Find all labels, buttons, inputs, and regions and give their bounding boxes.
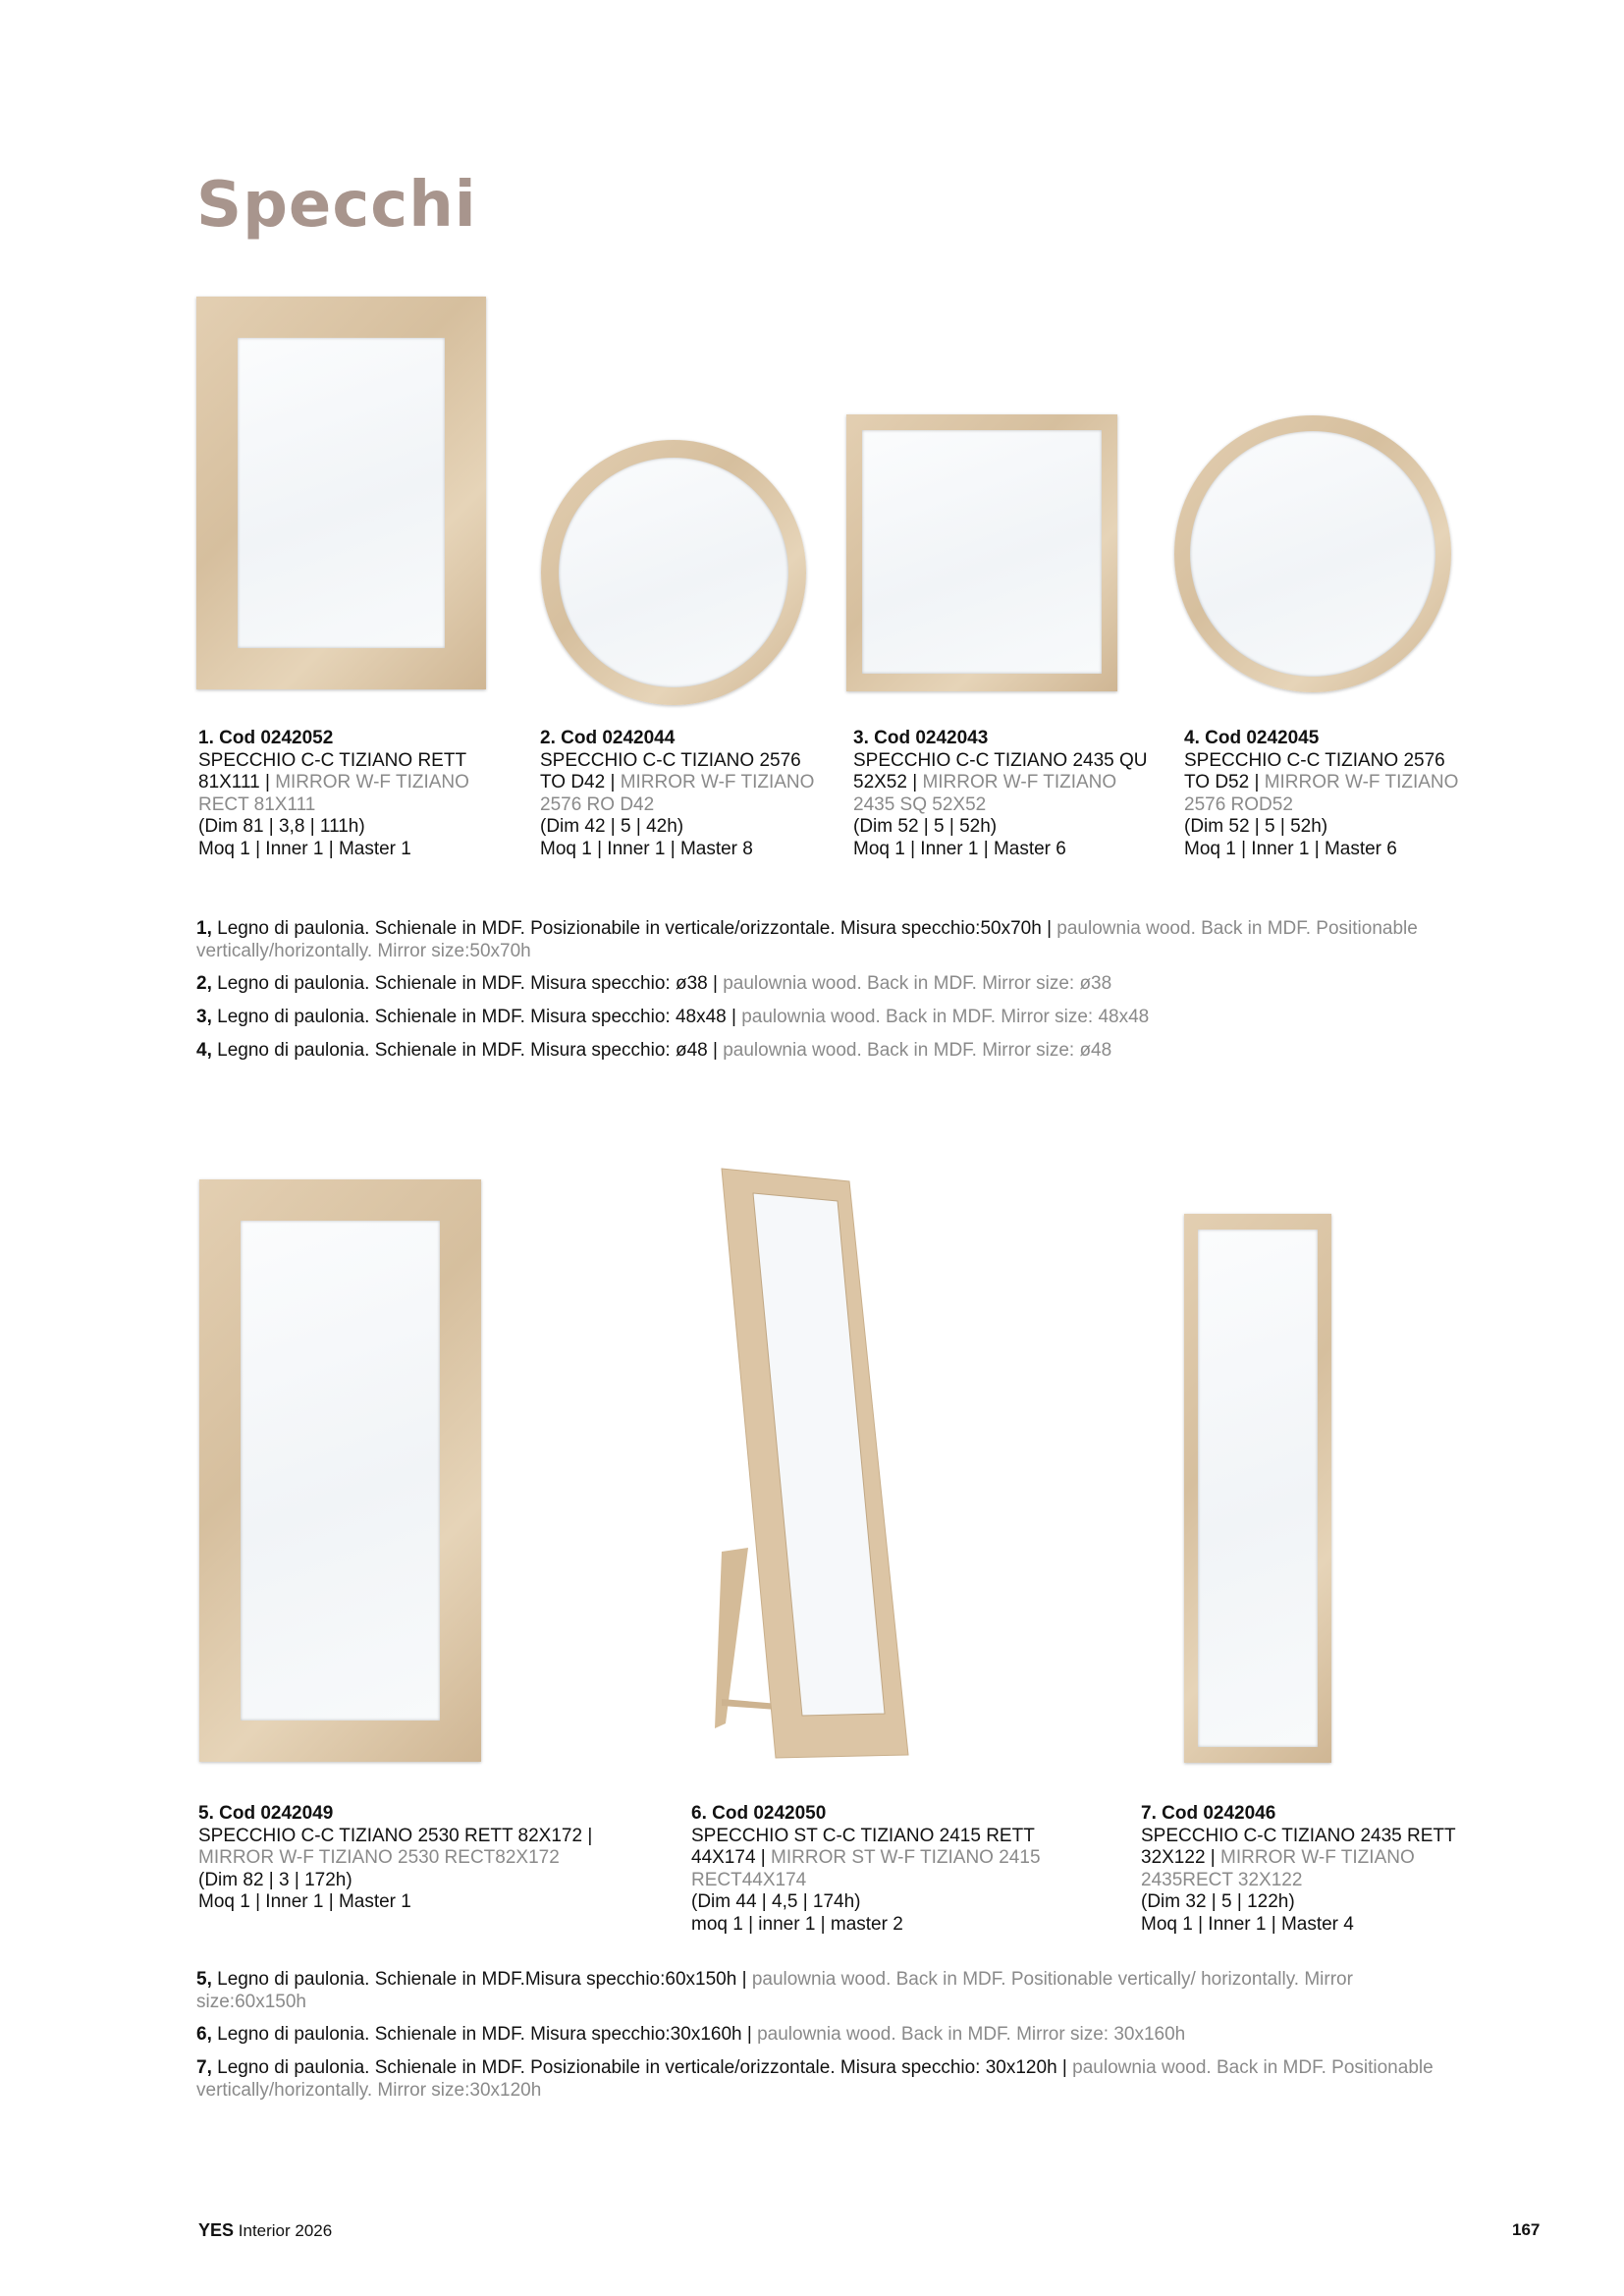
product-name-en: MIRROR ST W-F TIZIANO 2415 RECT44X174 — [691, 1847, 1041, 1890]
product-code: 6. Cod 0242050 — [691, 1803, 827, 1824]
product-dimensions: (Dim 32 | 5 | 122h) — [1141, 1891, 1295, 1912]
product-name-it: SPECCHIO C-C TIZIANO 2435 QU 52X52 — [853, 749, 1148, 793]
description-1: 1, Legno di paulonia. Schienale in MDF. Posizionabile in verticale/orizzontale. Misura specchio:50x70h | paulownia wood. Back in MDF. Positionable vertically/horizontally. Mirror size:50x70h — [196, 918, 1418, 961]
product-dimensions: (Dim 52 | 5 | 52h) — [853, 816, 998, 837]
description-3: 3, Legno di paulonia. Schienale in MDF. Misura specchio: 48x48 | paulownia wood. Back in MDF. Mirror size: 48x48 — [196, 1007, 1150, 1027]
product-name-it: SPECCHIO C-C TIZIANO 2576 TO D52 — [1184, 749, 1445, 793]
product-info-7: 7. Cod 0242046 SPECCHIO C-C TIZIANO 2435 RETT 32X122 | MIRROR W-F TIZIANO 2435RECT 32X122 (Dim 32 | 5 | 122h) Moq 1 | Inner 1 | Master 4 — [1141, 1803, 1485, 1936]
product-name-it: SPECCHIO C-C TIZIANO 2576 TO D42 — [540, 749, 801, 793]
product-dimensions: (Dim 44 | 4,5 | 174h) — [691, 1891, 861, 1912]
product-code: 1. Cod 0242052 — [198, 728, 334, 748]
product-dimensions: (Dim 82 | 3 | 172h) — [198, 1869, 352, 1890]
description-4: 4, Legno di paulonia. Schienale in MDF. Misura specchio: ø48 | paulownia wood. Back in MDF. Mirror size: ø48 — [196, 1040, 1112, 1061]
mirror-image-2 — [541, 440, 806, 705]
product-packaging: Moq 1 | Inner 1 | Master 8 — [540, 838, 753, 859]
product-code: 5. Cod 0242049 — [198, 1803, 334, 1824]
product-name-en: MIRROR W-F TIZIANO 2576 RO D42 — [540, 772, 815, 815]
product-packaging: Moq 1 | Inner 1 | Master 6 — [853, 838, 1066, 859]
description-7: 7, Legno di paulonia. Schienale in MDF. Posizionabile in verticale/orizzontale. Misura specchio: 30x120h | paulownia wood. Back in MDF. Positionable vertically/horizontally. Mirror size:30x120h — [196, 2057, 1434, 2101]
description-2: 2, Legno di paulonia. Schienale in MDF. Misura specchio: ø38 | paulownia wood. Back in MDF. Mirror size: ø38 — [196, 973, 1112, 994]
brand-logo: YES — [198, 2220, 235, 2240]
product-info-4: 4. Cod 0242045 SPECCHIO C-C TIZIANO 2576 TO D52 | MIRROR W-F TIZIANO 2576 ROD52 (Dim 52 | 5 | 52h) Moq 1 | Inner 1 | Master 6 — [1184, 728, 1469, 860]
product-info-2: 2. Cod 0242044 SPECCHIO C-C TIZIANO 2576 TO D42 | MIRROR W-F TIZIANO 2576 RO D42 (Dim 42 | 5 | 42h) Moq 1 | Inner 1 | Master 8 — [540, 728, 825, 860]
product-packaging: Moq 1 | Inner 1 | Master 1 — [198, 1891, 411, 1912]
mirror-image-6 — [712, 1164, 928, 1773]
product-info-1: 1. Cod 0242052 SPECCHIO C-C TIZIANO RETT 81X111 | MIRROR W-F TIZIANO RECT 81X111 (Dim 81 | 3,8 | 111h) Moq 1 | Inner 1 | Master 1 — [198, 728, 503, 860]
product-name-it: SPECCHIO ST C-C TIZIANO 2415 RETT 44X174 — [691, 1825, 1035, 1868]
product-packaging: Moq 1 | Inner 1 | Master 6 — [1184, 838, 1397, 859]
mirror-image-3 — [846, 414, 1117, 691]
product-name-en: MIRROR W-F TIZIANO 2576 ROD52 — [1184, 772, 1459, 815]
product-info-3: 3. Cod 0242043 SPECCHIO C-C TIZIANO 2435 QU 52X52 | MIRROR W-F TIZIANO 2435 SQ 52X52 (Dim 52 | 5 | 52h) Moq 1 | Inner 1 | Master 6 — [853, 728, 1148, 859]
product-dimensions: (Dim 81 | 3,8 | 111h) — [198, 816, 365, 837]
mirror-image-1 — [196, 297, 486, 689]
product-code: 7. Cod 0242046 — [1141, 1803, 1276, 1824]
product-packaging: Moq 1 | Inner 1 | Master 4 — [1141, 1913, 1354, 1935]
product-dimensions: (Dim 42 | 5 | 42h) — [540, 816, 684, 837]
product-name-it: SPECCHIO C-C TIZIANO 2435 RETT 32X122 — [1141, 1825, 1456, 1868]
product-dimensions: (Dim 52 | 5 | 52h) — [1184, 816, 1328, 837]
product-name-en: MIRROR W-F TIZIANO 2530 RECT82X172 — [198, 1847, 560, 1868]
product-info-5: 5. Cod 0242049 SPECCHIO C-C TIZIANO 2530 RETT 82X172 | MIRROR W-F TIZIANO 2530 RECT82X172 (Dim 82 | 3 | 172h) Moq 1 | Inner 1 | Master 1 — [198, 1803, 630, 1914]
product-name-en: MIRROR W-F TIZIANO 2435 SQ 52X52 — [853, 772, 1117, 815]
page-title: Specchi — [196, 169, 477, 242]
footer-brand — [198, 2220, 332, 2241]
page-number: 167 — [1512, 2220, 1541, 2239]
product-info-6: 6. Cod 0242050 SPECCHIO ST C-C TIZIANO 2415 RETT 44X174 | MIRROR ST W-F TIZIANO 2415 RECT44X174 (Dim 44 | 4,5 | 174h) moq 1 | inner 1 | master 2 — [691, 1803, 1064, 1936]
description-5: 5, Legno di paulonia. Schienale in MDF.Misura specchio:60x150h | paulownia wood. Back in MDF. Positionable vertically/ horizontally. Mirror size:60x150h — [196, 1969, 1353, 2012]
product-name-en: MIRROR W-F TIZIANO 2435RECT 32X122 — [1141, 1847, 1415, 1890]
product-name-it: SPECCHIO C-C TIZIANO RETT 81X111 — [198, 749, 466, 793]
product-name-en: MIRROR W-F TIZIANO RECT 81X111 — [198, 772, 469, 815]
mirror-image-7 — [1184, 1214, 1331, 1763]
footer-text: Interior 2026 — [238, 2221, 333, 2240]
product-packaging: Moq 1 | Inner 1 | Master 1 — [198, 838, 411, 859]
product-name-it: SPECCHIO C-C TIZIANO 2530 RETT 82X172 — [198, 1825, 583, 1846]
mirror-image-5 — [199, 1179, 481, 1762]
product-code: 2. Cod 0242044 — [540, 728, 676, 748]
product-code: 3. Cod 0242043 — [853, 728, 989, 748]
product-packaging: moq 1 | inner 1 | master 2 — [691, 1913, 903, 1935]
description-6: 6, Legno di paulonia. Schienale in MDF. Misura specchio:30x160h | paulownia wood. Back in MDF. Mirror size: 30x160h — [196, 2024, 1186, 2045]
mirror-image-4 — [1174, 415, 1451, 692]
product-code: 4. Cod 0242045 — [1184, 728, 1320, 748]
